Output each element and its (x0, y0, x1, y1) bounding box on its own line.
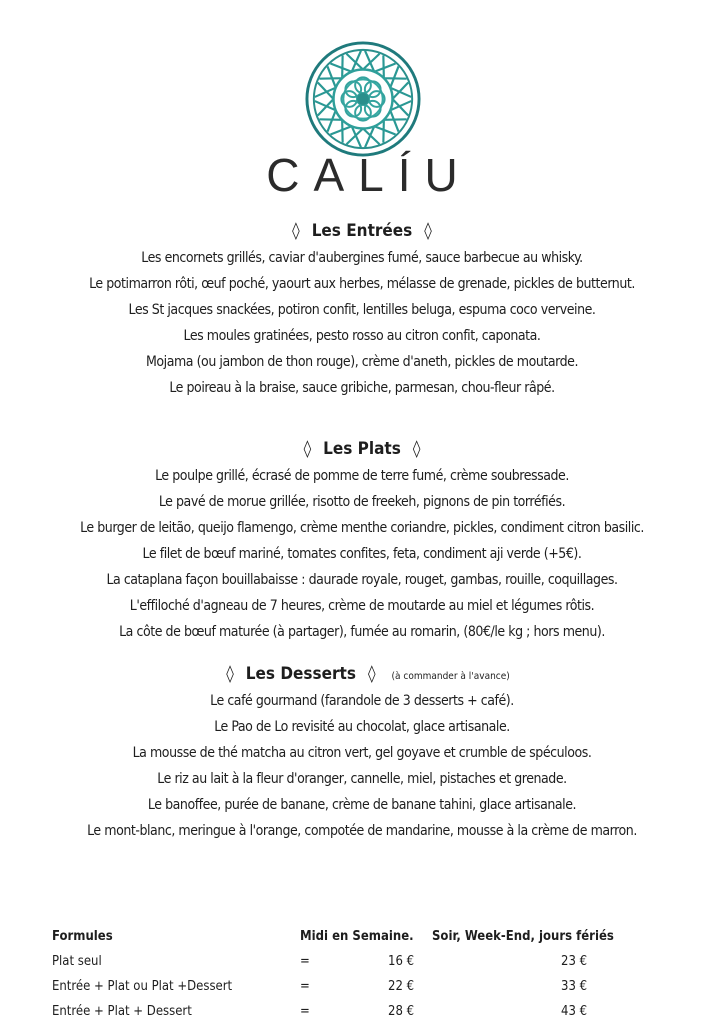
diamond-icon: ◊ (424, 221, 432, 241)
midi-price: 22 € (388, 979, 415, 994)
equals-sign: = (300, 1004, 310, 1019)
dish-item: Le Pao de Lo revisité au chocolat, glace artisanale. (214, 719, 510, 735)
midi-price: 28 € (388, 1004, 415, 1019)
formules-header (52, 924, 672, 949)
dish-item: Le potimarron rôti, œuf poché, yaourt aux herbes, mélasse de grenade, pickles de butternut. (89, 276, 635, 292)
formules-title: Formules (52, 929, 113, 944)
dish-item: La côte de bœuf maturée (à partager), fumée au romarin, (80€/le kg ; hors menu). (119, 624, 605, 640)
dish-item: Le poireau à la braise, sauce gribiche, parmesan, chou-fleur râpé. (169, 380, 555, 396)
table-row (52, 974, 672, 999)
dish-item: Les St jacques snackées, potiron confit, lentilles beluga, espuma coco verveine. (128, 302, 596, 318)
dish-item: Le café gourmand (farandole de 3 desserts + café). (210, 693, 514, 709)
section-title: Les Desserts (245, 664, 356, 684)
section-heading (0, 435, 724, 463)
dish-item: La cataplana façon bouillabaisse : daurade royale, rouget, gambas, rouille, coquillages. (106, 572, 618, 588)
section-title: Les Plats (323, 439, 401, 459)
dish-item: Le burger de leitão, queijo flamengo, crème menthe coriandre, pickles, condiment citron basilic. (80, 520, 644, 536)
diamond-icon: ◊ (226, 664, 234, 684)
formules-table (52, 924, 672, 1024)
dish-item: Les moules gratinées, pesto rosso au citron confit, caponata. (183, 328, 541, 344)
formule-label: Entrée + Plat + Dessert (52, 1004, 192, 1019)
formule-label: Plat seul (52, 954, 102, 969)
section-heading (0, 660, 724, 688)
section-entrees (0, 217, 724, 401)
table-row (52, 999, 672, 1024)
section-plats (0, 435, 724, 645)
diamond-icon: ◊ (367, 664, 376, 684)
midi-column-header: Midi en Semaine. (300, 929, 414, 944)
dish-item: Mojama (ou jambon de thon rouge), crème d'aneth, pickles de moutarde. (145, 354, 579, 370)
dish-item: Le filet de bœuf mariné, tomates confites, feta, condiment aji verde (+5€). (142, 546, 582, 562)
diamond-icon: ◊ (303, 439, 312, 459)
diamond-icon: ◊ (292, 221, 300, 241)
dish-item: Le riz au lait à la fleur d'oranger, cannelle, miel, pistaches et grenade. (157, 771, 567, 787)
section-title: Les Entrées (311, 221, 413, 241)
section-heading (0, 217, 724, 245)
order-ahead-note: (à commander à l'avance) (391, 671, 510, 682)
soir-column-header: Soir, Week-End, jours fériés (432, 929, 614, 944)
midi-price: 16 € (388, 954, 415, 969)
dish-item: Le poulpe grillé, écrasé de pomme de terre fumé, crème soubressade. (155, 468, 569, 484)
dish-item: Le pavé de morue grillée, risotto de freekeh, pignons de pin torréfiés. (158, 494, 566, 510)
table-row (52, 949, 672, 974)
diamond-icon: ◊ (412, 439, 421, 459)
soir-price: 33 € (561, 979, 588, 994)
dish-item: Le banoffee, purée de banane, crème de banane tahini, glace artisanale. (147, 797, 577, 813)
dish-item: Le mont-blanc, meringue à l'orange, compotée de mandarine, mousse à la crème de marron. (87, 823, 637, 839)
formule-label: Entrée + Plat ou Plat +Dessert (52, 979, 233, 994)
section-desserts (0, 660, 724, 844)
dish-item: L'effiloché d'agneau de 7 heures, crème de moutarde au miel et légumes rôtis. (129, 598, 595, 614)
celtic-knot-mandala-icon (304, 40, 422, 158)
dish-item: La mousse de thé matcha au citron vert, gel goyave et crumble de spéculoos. (132, 745, 592, 761)
soir-price: 23 € (561, 954, 588, 969)
equals-sign: = (300, 954, 310, 969)
brand-name: CALÍU (266, 149, 472, 201)
equals-sign: = (300, 979, 310, 994)
soir-price: 43 € (561, 1004, 588, 1019)
dish-item: Les encornets grillés, caviar d'aubergines fumé, sauce barbecue au whisky. (141, 250, 583, 266)
